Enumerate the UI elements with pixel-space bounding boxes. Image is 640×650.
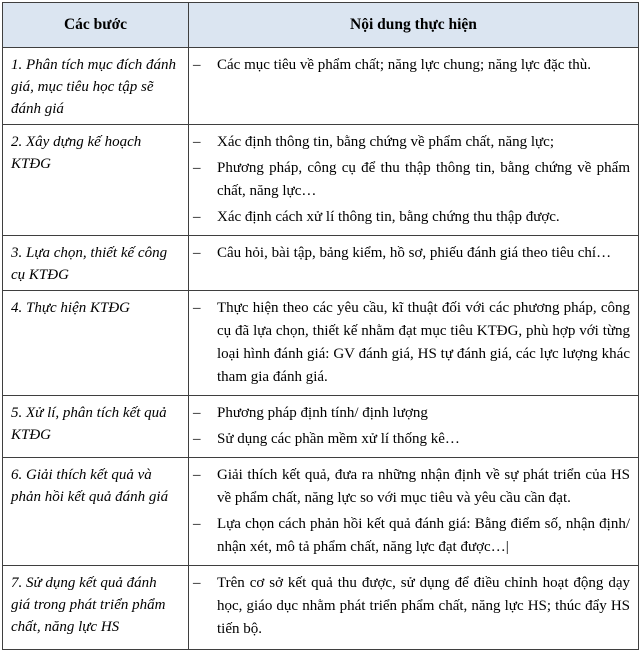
- dash-bullet: –: [193, 467, 201, 483]
- step-cell: 2. Xây dựng kế hoạch KTĐG: [3, 125, 189, 236]
- list-item: [193, 513, 630, 559]
- dash-bullet: –: [193, 209, 201, 225]
- item-text: Lựa chọn cách phản hồi kết quả đánh giá: Bằng điểm số, nhận định/ nhận xét, mô tả phẩm chất, năng lực đạt được…|: [217, 516, 630, 555]
- content-cell: [189, 125, 639, 236]
- item-text: Các mục tiêu về phẩm chất; năng lực chung; năng lực đặc thù.: [217, 57, 592, 73]
- item-text: Sử dụng các phần mềm xử lí thống kê…: [217, 431, 460, 447]
- dash-bullet: –: [193, 300, 201, 316]
- item-text: Giải thích kết quả, đưa ra những nhận định về sự phát triển của HS về phẩm chất, năng lực so với mục tiêu và yêu cầu cần đạt.: [217, 467, 630, 506]
- content-list: [193, 131, 630, 229]
- step-cell: 4. Thực hiện KTĐG: [3, 291, 189, 396]
- list-item: [193, 464, 630, 510]
- table-header-row: [3, 3, 639, 48]
- list-item: [193, 428, 630, 451]
- list-item: [193, 572, 630, 641]
- header-content: Nội dung thực hiện: [189, 3, 639, 48]
- step-cell: 6. Giải thích kết quả và phản hồi kết quả đánh giá: [3, 458, 189, 566]
- step-cell: 1. Phân tích mục đích đánh giá, mục tiêu học tập sẽ đánh giá: [3, 48, 189, 125]
- table-row: [3, 291, 639, 396]
- item-text: Thực hiện theo các yêu cầu, kĩ thuật đối với các phương pháp, công cụ đã lựa chọn, thiết kế nhằm đạt mục tiêu KTĐG, phù hợp với từng loại hình đánh giá: GV đánh giá, HS tự đánh giá, các lực lượng khác tham gia đánh giá.: [217, 300, 630, 385]
- list-item: [193, 297, 630, 389]
- content-cell: [189, 236, 639, 291]
- list-item: [193, 157, 630, 203]
- dash-bullet: –: [193, 57, 201, 73]
- dash-bullet: –: [193, 516, 201, 532]
- dash-bullet: –: [193, 245, 201, 261]
- dash-bullet: –: [193, 405, 201, 421]
- step-cell: 3. Lựa chọn, thiết kế công cụ KTĐG: [3, 236, 189, 291]
- item-text: Phương pháp, công cụ để thu thập thông tin, bằng chứng về phẩm chất, năng lực…: [217, 160, 630, 199]
- table-row: [3, 236, 639, 291]
- content-cell: [189, 396, 639, 458]
- dash-bullet: –: [193, 431, 201, 447]
- step-cell: 5. Xử lí, phân tích kết quả KTĐG: [3, 396, 189, 458]
- item-text: Phương pháp định tính/ định lượng: [217, 405, 428, 421]
- dash-bullet: –: [193, 160, 201, 176]
- list-item: [193, 54, 630, 77]
- content-list: [193, 402, 630, 451]
- content-cell: [189, 291, 639, 396]
- step-cell: 7. Sử dụng kết quả đánh giá trong phát triển phẩm chất, năng lực HS: [3, 566, 189, 650]
- content-cell: [189, 566, 639, 650]
- document-page: [2, 2, 638, 637]
- table-row: [3, 566, 639, 650]
- content-list: [193, 572, 630, 641]
- content-list: [193, 242, 630, 265]
- content-cell: [189, 48, 639, 125]
- dash-bullet: –: [193, 134, 201, 150]
- content-cell: [189, 458, 639, 566]
- list-item: [193, 131, 630, 154]
- list-item: [193, 242, 630, 265]
- content-list: [193, 464, 630, 559]
- item-text: Xác định cách xử lí thông tin, bằng chứng thu thập được.: [217, 209, 560, 225]
- item-text: Câu hỏi, bài tập, bảng kiểm, hồ sơ, phiếu đánh giá theo tiêu chí…: [217, 245, 612, 261]
- dash-bullet: –: [193, 575, 201, 591]
- item-text: Xác định thông tin, bằng chứng về phẩm chất, năng lực;: [217, 134, 555, 150]
- item-text: Trên cơ sở kết quả thu được, sử dụng để điều chỉnh hoạt động dạy học, giáo dục nhằm phát triển phẩm chất, năng lực HS; thúc đẩy HS tiến bộ.: [217, 575, 630, 637]
- list-item: [193, 402, 630, 425]
- table-row: [3, 48, 639, 125]
- table-row: [3, 125, 639, 236]
- header-steps: Các bước: [3, 3, 189, 48]
- table-row: [3, 396, 639, 458]
- assessment-steps-table: [2, 2, 639, 650]
- table-body: [3, 48, 639, 650]
- content-list: [193, 297, 630, 389]
- content-list: [193, 54, 630, 77]
- list-item: [193, 206, 630, 229]
- table-row: [3, 458, 639, 566]
